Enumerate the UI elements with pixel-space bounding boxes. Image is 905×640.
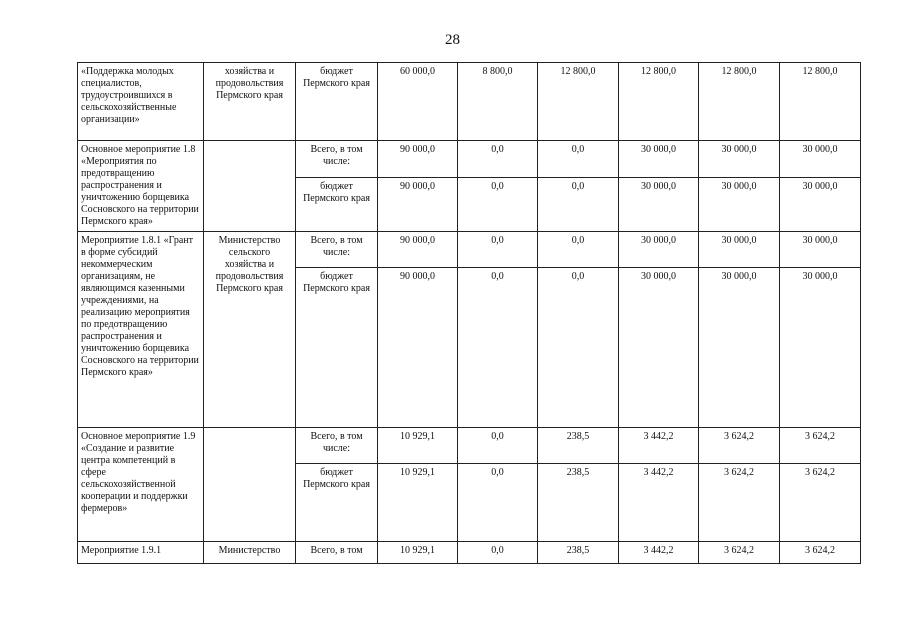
executor: Министерство	[204, 542, 296, 564]
amount-cell: 0,0	[538, 141, 619, 178]
amount-cell: 30 000,0	[780, 268, 861, 428]
funding-source: Всего, в том числе:	[296, 428, 378, 464]
amount-cell: 3 624,2	[780, 542, 861, 564]
table-row	[78, 232, 861, 268]
amount-cell: 3 624,2	[699, 428, 780, 464]
amount-cell: 0,0	[538, 268, 619, 428]
funding-source: бюджет Пермского края	[296, 63, 378, 141]
amount-cell: 30 000,0	[699, 268, 780, 428]
funding-source: бюджет Пермского края	[296, 268, 378, 428]
executor	[204, 141, 296, 232]
amount-cell: 0,0	[458, 464, 538, 542]
amount-cell: 30 000,0	[619, 268, 699, 428]
amount-cell: 238,5	[538, 428, 619, 464]
amount-cell: 3 624,2	[780, 428, 861, 464]
amount-cell: 238,5	[538, 464, 619, 542]
amount-cell: 30 000,0	[780, 141, 861, 178]
amount-cell: 0,0	[538, 232, 619, 268]
amount-cell: 30 000,0	[619, 141, 699, 178]
amount-cell: 3 624,2	[699, 542, 780, 564]
amount-cell: 12 800,0	[619, 63, 699, 141]
amount-cell: 0,0	[458, 542, 538, 564]
funding-source: бюджет Пермского края	[296, 464, 378, 542]
table-row	[78, 141, 861, 178]
amount-cell: 0,0	[458, 141, 538, 178]
executor: хозяйства и продовольствия Пермского края	[204, 63, 296, 141]
table-row	[78, 428, 861, 464]
amount-cell: 3 624,2	[699, 464, 780, 542]
amount-cell: 3 624,2	[780, 464, 861, 542]
amount-cell: 3 442,2	[619, 428, 699, 464]
measure-name: «Поддержка молодых специалистов, трудоустроившихся в сельскохозяйственные организации»	[78, 63, 204, 141]
amount-cell: 0,0	[458, 178, 538, 232]
amount-cell: 3 442,2	[619, 464, 699, 542]
amount-cell: 0,0	[538, 178, 619, 232]
amount-cell: 60 000,0	[378, 63, 458, 141]
amount-cell: 10 929,1	[378, 542, 458, 564]
amount-cell: 30 000,0	[619, 232, 699, 268]
budget-table	[77, 62, 861, 564]
funding-source: Всего, в том числе:	[296, 141, 378, 178]
table-row	[78, 542, 861, 564]
amount-cell: 10 929,1	[378, 428, 458, 464]
page-number: 28	[445, 32, 460, 48]
amount-cell: 238,5	[538, 542, 619, 564]
measure-name: Мероприятие 1.9.1	[78, 542, 204, 564]
amount-cell: 12 800,0	[699, 63, 780, 141]
executor: Министерство сельского хозяйства и продовольствия Пермского края	[204, 232, 296, 428]
amount-cell: 30 000,0	[699, 178, 780, 232]
amount-cell: 30 000,0	[619, 178, 699, 232]
amount-cell: 90 000,0	[378, 178, 458, 232]
amount-cell: 0,0	[458, 232, 538, 268]
amount-cell: 12 800,0	[538, 63, 619, 141]
amount-cell: 30 000,0	[699, 141, 780, 178]
funding-source: Всего, в том числе:	[296, 232, 378, 268]
amount-cell: 90 000,0	[378, 232, 458, 268]
amount-cell: 0,0	[458, 428, 538, 464]
executor	[204, 428, 296, 542]
amount-cell: 90 000,0	[378, 268, 458, 428]
amount-cell: 8 800,0	[458, 63, 538, 141]
measure-name: Основное мероприятие 1.9 «Создание и развитие центра компетенций в сфере сельскохозяйственной кооперации и поддержки фермеров»	[78, 428, 204, 542]
amount-cell: 30 000,0	[780, 232, 861, 268]
amount-cell: 0,0	[458, 268, 538, 428]
amount-cell: 30 000,0	[780, 178, 861, 232]
measure-name: Мероприятие 1.8.1 «Грант в форме субсидий некоммерческим организациям, не являющимся казенными учреждениями, на реализацию мероприятия по предотвращению распространения и уничтожению борщевика Сосновского на территории Пермского края»	[78, 232, 204, 428]
amount-cell: 90 000,0	[378, 141, 458, 178]
funding-source: Всего, в том	[296, 542, 378, 564]
table-row	[78, 63, 861, 141]
amount-cell: 3 442,2	[619, 542, 699, 564]
measure-name: Основное мероприятие 1.8 «Мероприятия по предотвращению распространения и уничтожению борщевика Сосновского на территории Пермского края»	[78, 141, 204, 232]
amount-cell: 30 000,0	[699, 232, 780, 268]
amount-cell: 10 929,1	[378, 464, 458, 542]
funding-source: бюджет Пермского края	[296, 178, 378, 232]
amount-cell: 12 800,0	[780, 63, 861, 141]
